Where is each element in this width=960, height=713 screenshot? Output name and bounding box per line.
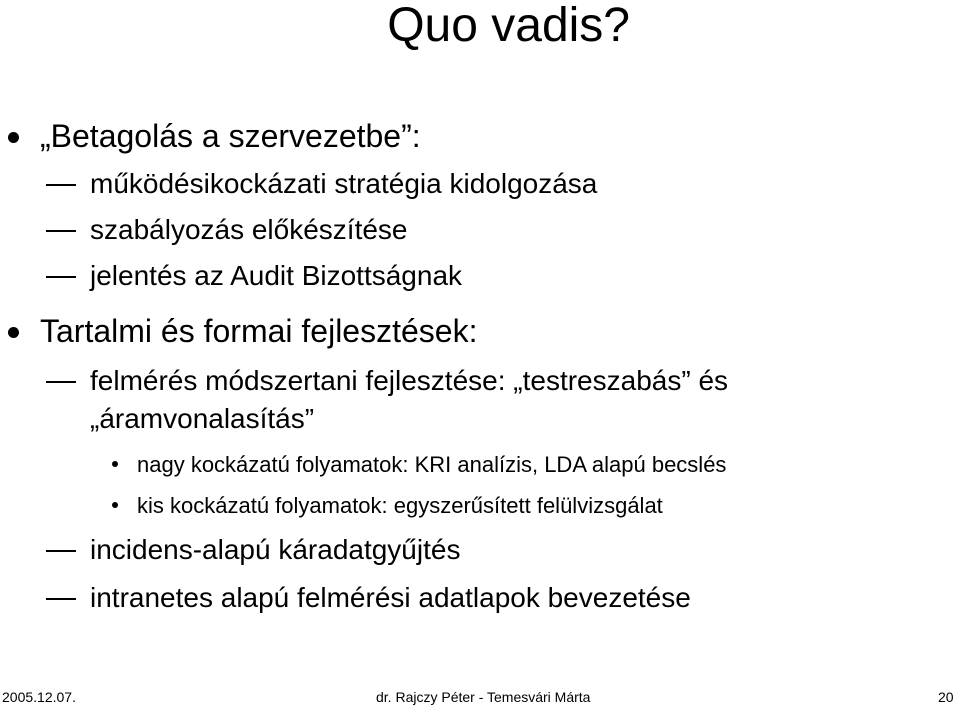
slide-title xyxy=(0,0,960,54)
dash-icon xyxy=(46,550,76,552)
dash-level2-item: felmérés módszertani fejlesztése: „testreszabás” és xyxy=(90,365,729,396)
footer-page-number: 20 xyxy=(938,689,954,705)
footer-author: dr. Rajczy Péter - Temesvári Márta xyxy=(376,689,591,705)
dash-level2-item: intranetes alapú felmérési adatlapok bevezetése xyxy=(90,582,691,613)
dash-icon xyxy=(46,381,76,383)
dash-icon xyxy=(46,184,76,186)
bullet-level3-item: nagy kockázatú folyamatok: KRI analízis, LDA alapú becslés xyxy=(137,452,727,477)
dash-icon xyxy=(46,230,76,232)
dash-level2-item: működésikockázati stratégia kidolgozása xyxy=(90,168,598,199)
slide-title-text: Quo vadis? xyxy=(387,0,630,52)
bullet-level1-item: „Betagolás a szervezetbe”: xyxy=(40,118,421,154)
dash-level2-item-continuation: „áramvonalasítás” xyxy=(90,403,315,434)
bullet-icon xyxy=(8,132,19,143)
bullet-icon xyxy=(112,502,118,508)
footer-date: 2005.12.07. xyxy=(2,689,76,705)
dash-level2-item: szabályozás előkészítése xyxy=(90,214,408,245)
dash-level2-item: incidens-alapú káradatgyűjtés xyxy=(90,534,461,565)
bullet-level1-item: Tartalmi és formai fejlesztések: xyxy=(40,313,478,349)
dash-level2-item: jelentés az Audit Bizottságnak xyxy=(90,260,463,291)
bullet-icon xyxy=(8,327,19,338)
bullet-icon xyxy=(112,461,118,467)
dash-icon xyxy=(46,598,76,600)
dash-icon xyxy=(46,276,76,278)
bullet-level3-item: kis kockázatú folyamatok: egyszerűsített felülvizsgálat xyxy=(137,493,663,518)
